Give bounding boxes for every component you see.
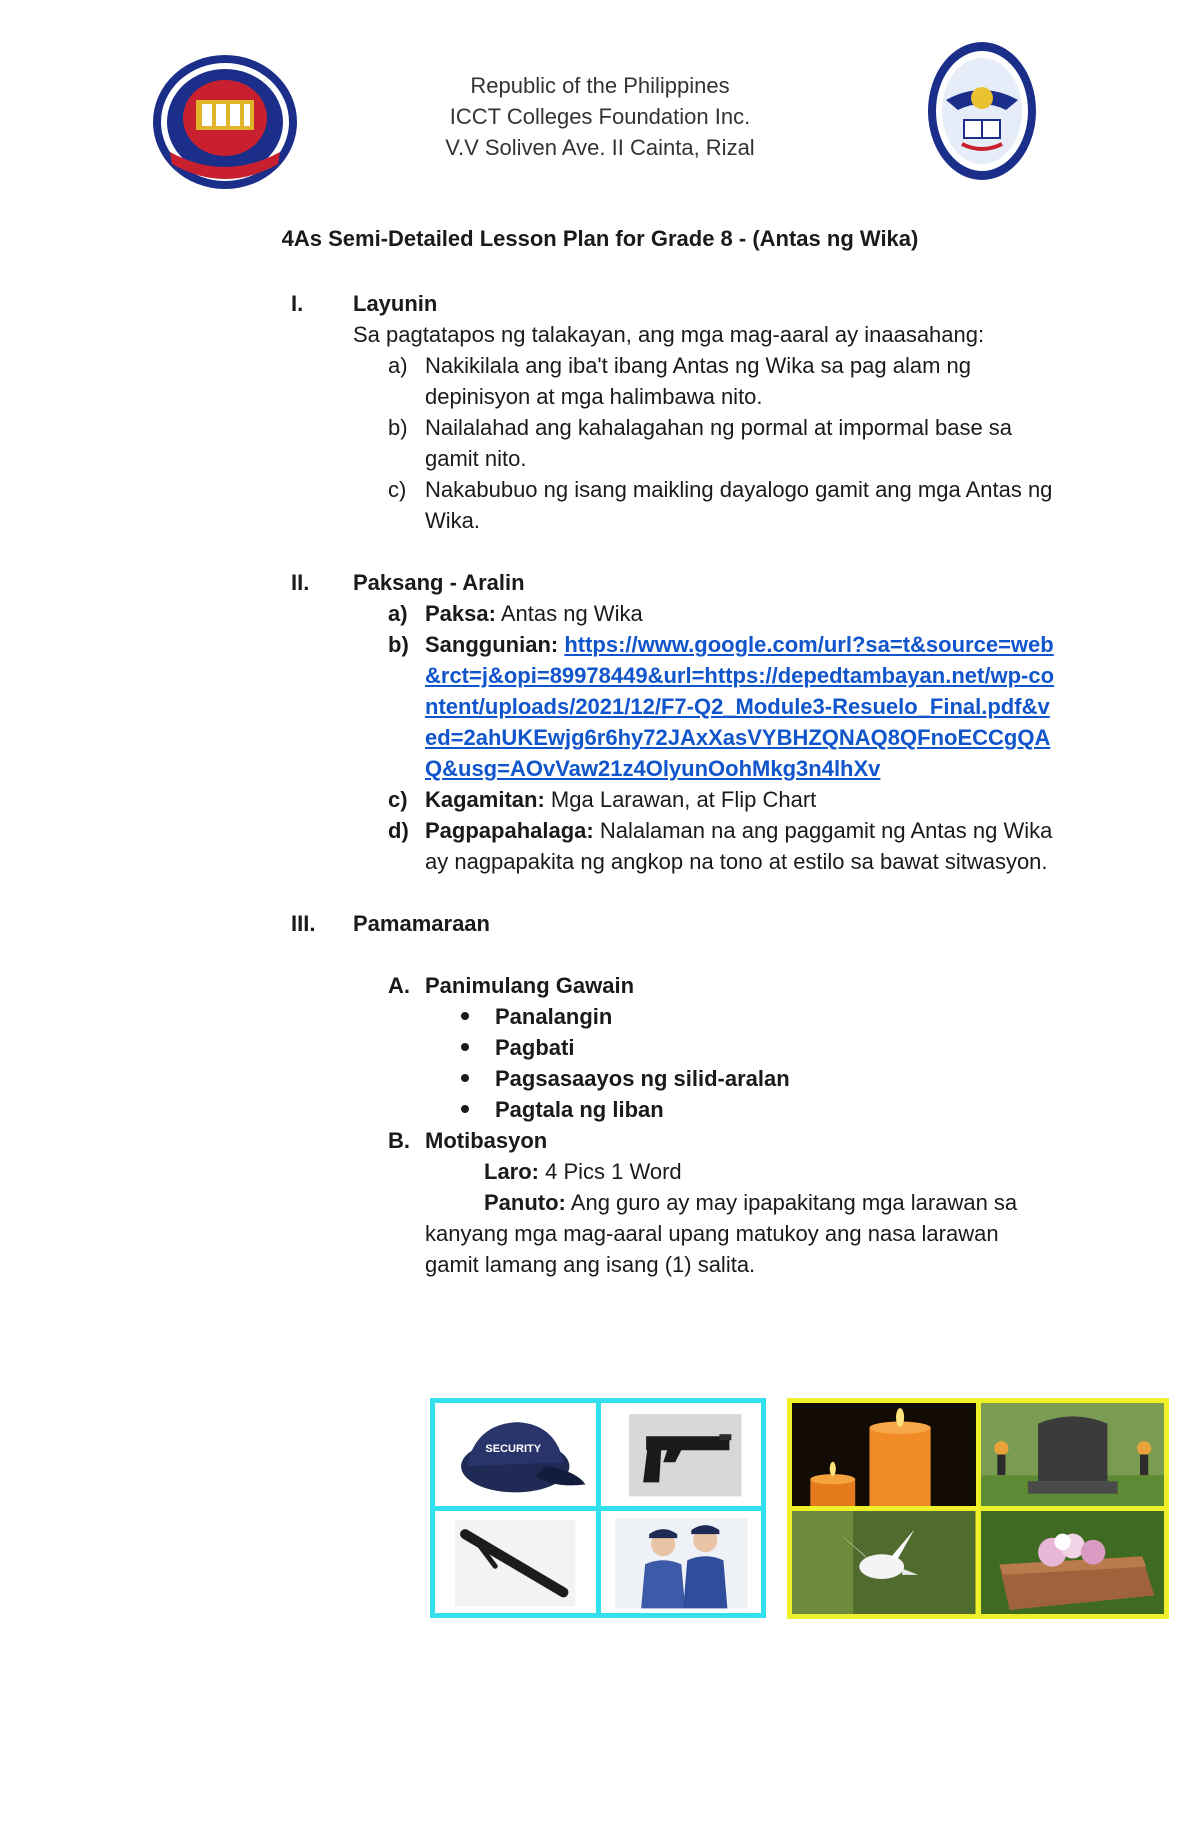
item-text: Antas ng Wika <box>500 601 643 626</box>
bullet-item <box>0 1094 1200 1125</box>
header-line-address: V.V Soliven Ave. II Cainta, Rizal <box>445 135 755 160</box>
section-layunin-heading <box>0 288 1200 319</box>
institution-header <box>0 70 1200 163</box>
header-line-republic: Republic of the Philippines <box>470 73 730 98</box>
section-pamamaraan-heading <box>0 908 1200 939</box>
puzzle-grid-security <box>430 1398 766 1618</box>
list-item <box>0 350 1055 412</box>
list-item-text: Nailalahad ang kahalagahan ng pormal at impormal base sa gamit nito. <box>425 415 1013 471</box>
sub-title: Panimulang Gawain <box>425 973 635 998</box>
section-numeral: I. <box>291 291 304 316</box>
list-item-pagpapahalaga <box>0 815 1055 877</box>
list-item-kagamitan <box>0 784 1055 815</box>
bullet-item <box>0 1032 1200 1063</box>
sub-title: Motibasyon <box>425 1128 548 1153</box>
list-item-sanggunian <box>0 629 1055 784</box>
handgun-icon <box>601 1403 762 1506</box>
item-label: Pagpapahalaga: <box>425 818 594 843</box>
lesson-plan-title: 4As Semi-Detailed Lesson Plan for Grade 8 - (Antas ng Wika) <box>281 226 919 251</box>
bullet-icon <box>461 1012 469 1020</box>
list-marker: b) <box>388 415 408 440</box>
security-guards-icon <box>601 1511 762 1614</box>
section-title: Pamamaraan <box>353 911 490 936</box>
bullet-icon <box>461 1043 469 1051</box>
sub-motibasyon <box>0 1125 1200 1156</box>
section-numeral: II. <box>291 570 310 595</box>
puzzle-image-tombstone <box>981 1403 1165 1506</box>
list-marker: a) <box>388 601 408 626</box>
laro-label: Laro: <box>484 1159 539 1184</box>
lesson-plan-body <box>0 288 1200 1280</box>
list-marker: b) <box>388 632 409 657</box>
bullet-text: Pagsasaayos ng silid-aralan <box>495 1066 790 1091</box>
section-title: Layunin <box>353 291 438 316</box>
puzzle-image-white-dove <box>792 1511 976 1614</box>
item-label: Sanggunian: <box>425 632 559 657</box>
laro-paragraph <box>0 1156 1055 1187</box>
puzzle-image-candles <box>792 1403 976 1506</box>
bullet-text: Pagbati <box>495 1035 575 1060</box>
item-label: Paksa: <box>425 601 496 626</box>
cap-text: SECURITY <box>485 1443 542 1456</box>
list-item-text: Nakikilala ang iba't ibang Antas ng Wika sa pag alam ng depinisyon at mga halimbawa nito. <box>425 353 971 409</box>
bullet-item <box>0 1063 1200 1094</box>
bullet-icon <box>461 1074 469 1082</box>
puzzle-image-baton <box>435 1511 596 1614</box>
list-item <box>0 412 1055 474</box>
white-dove-icon <box>792 1511 976 1614</box>
panuto-paragraph <box>0 1187 1055 1280</box>
puzzle-image-casket <box>981 1511 1165 1614</box>
bullet-item <box>0 1001 1200 1032</box>
puzzle-image-security-cap <box>435 1403 596 1506</box>
laro-text: 4 Pics 1 Word <box>545 1159 682 1184</box>
sub-panimulang-gawain <box>0 970 1200 1001</box>
candles-icon <box>792 1403 976 1506</box>
bullet-text: Pagtala ng liban <box>495 1097 664 1122</box>
reference-link[interactable]: https://www.google.com/url?sa=t&source=web&rct=j&opi=89978449&url=https://depedtambayan.net/wp-content/uploads/2021/12/F7-Q2_Module3-Resuelo_Final.pdf&ved=2ahUKEwjg6r6hy72JAxXasVYBHZQNAQ8QFnoECCgQAQ&usg=AOvVaw21z4OlyunOohMkg3n4lhXv <box>425 632 1055 781</box>
layunin-intro: Sa pagtatapos ng talakayan, ang mga mag-aaral ay inaasahang: <box>353 322 985 347</box>
bullet-text: Panalangin <box>495 1004 613 1029</box>
puzzle-image-handgun <box>601 1403 762 1506</box>
panuto-label: Panuto: <box>484 1190 566 1215</box>
list-item-text: Nakabubuo ng isang maikling dayalogo gamit ang mga Antas ng Wika. <box>425 477 1053 533</box>
bullet-icon <box>461 1105 469 1113</box>
section-paksang-aralin-heading <box>0 567 1200 598</box>
section-numeral: III. <box>291 911 316 936</box>
puzzle-image-security-guards <box>601 1511 762 1614</box>
tombstone-icon <box>981 1403 1165 1506</box>
item-text: Nalalaman na ang paggamit ng Antas ng Wika ay nagpapakita ng angkop na tono at estilo sa bawat sitwasyon. <box>425 818 1053 874</box>
panuto-text: Ang guro ay may ipapakitang mga larawan sa kanyang mga mag-aaral upang matukoy ang nasa larawan gamit lamang ang isang (1) salita. <box>425 1190 1018 1277</box>
list-marker: a) <box>388 353 408 378</box>
list-item-paksa <box>0 598 1055 629</box>
list-item <box>0 474 1055 536</box>
list-marker: c) <box>388 477 407 502</box>
casket-with-flowers-icon <box>981 1511 1165 1614</box>
sub-marker: B. <box>388 1128 410 1153</box>
list-marker: d) <box>388 818 409 843</box>
item-label: Kagamitan: <box>425 787 545 812</box>
baton-icon <box>435 1511 596 1614</box>
header-line-school: ICCT Colleges Foundation Inc. <box>449 104 751 129</box>
item-text: Mga Larawan, at Flip Chart <box>550 787 817 812</box>
security-cap-icon <box>435 1403 596 1506</box>
list-marker: c) <box>388 787 408 812</box>
puzzle-grid-funeral <box>787 1398 1169 1619</box>
sub-marker: A. <box>388 973 410 998</box>
section-title: Paksang - Aralin <box>353 570 525 595</box>
